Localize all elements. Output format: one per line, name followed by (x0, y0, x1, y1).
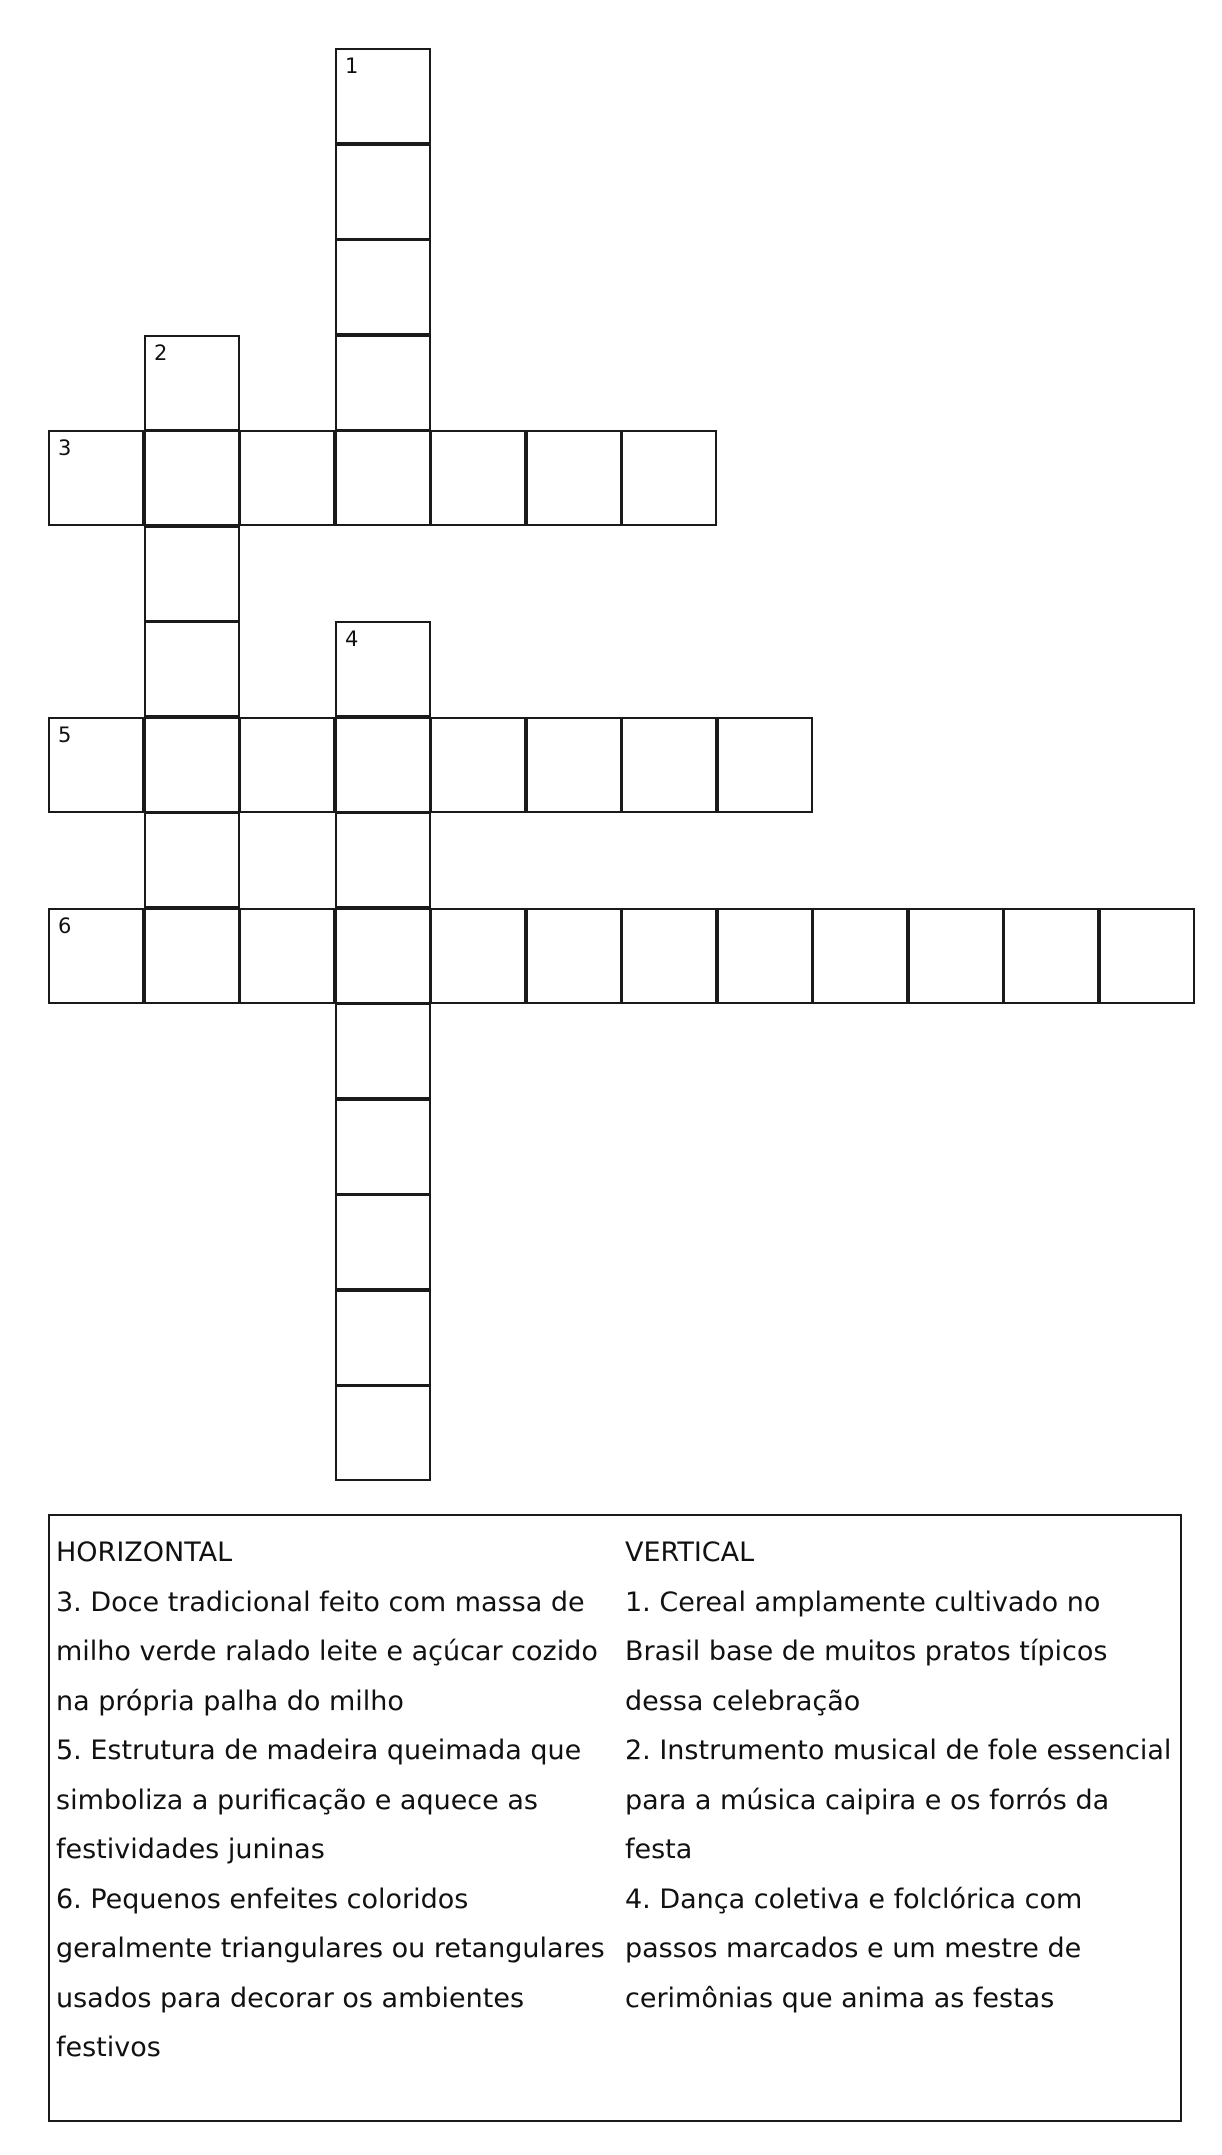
grid-cell-r1-c3[interactable] (335, 144, 431, 240)
grid-cell-r3-c1[interactable] (144, 335, 240, 431)
grid-cell-r7-c3[interactable] (335, 717, 431, 813)
grid-cell-r9-c4[interactable] (430, 908, 526, 1004)
grid-cell-r4-c0[interactable] (48, 430, 144, 526)
grid-cell-r9-c0[interactable] (48, 908, 144, 1004)
grid-cell-r4-c2[interactable] (239, 430, 335, 526)
grid-cell-r9-c2[interactable] (239, 908, 335, 1004)
grid-cell-r4-c4[interactable] (430, 430, 526, 526)
grid-cell-r13-c3[interactable] (335, 1290, 431, 1386)
grid-cell-r4-c3[interactable] (335, 430, 431, 526)
grid-cell-r9-c7[interactable] (717, 908, 813, 1004)
grid-cell-r7-c1[interactable] (144, 717, 240, 813)
grid-cell-r10-c3[interactable] (335, 1003, 431, 1099)
grid-cell-r9-c8[interactable] (812, 908, 908, 1004)
clue-number-1: 1 (345, 54, 359, 78)
grid-cell-r3-c3[interactable] (335, 335, 431, 431)
grid-cell-r12-c3[interactable] (335, 1194, 431, 1290)
grid-cell-r4-c5[interactable] (526, 430, 622, 526)
grid-cell-r11-c3[interactable] (335, 1099, 431, 1195)
grid-cell-r4-c6[interactable] (621, 430, 717, 526)
grid-cell-r4-c1[interactable] (144, 430, 240, 526)
clue-down-2: 2. Instrumento musical de fole essencial para a música caipira e os forrós da festa (625, 1735, 1172, 1865)
grid-cell-r9-c9[interactable] (908, 908, 1004, 1004)
clue-number-2: 2 (154, 341, 168, 365)
grid-cell-r7-c2[interactable] (239, 717, 335, 813)
clue-number-3: 3 (58, 436, 72, 460)
grid-cell-r6-c1[interactable] (144, 621, 240, 717)
grid-cell-r0-c3[interactable] (335, 48, 431, 144)
grid-cell-r7-c4[interactable] (430, 717, 526, 813)
vertical-clues-column (625, 1528, 1177, 2023)
grid-cell-r9-c3[interactable] (335, 908, 431, 1004)
clue-down-1: 1. Cereal amplamente cultivado no Brasil base de muitos pratos típicos dessa celebração (625, 1586, 1108, 1717)
grid-cell-r9-c10[interactable] (1003, 908, 1099, 1004)
vertical-heading: VERTICAL (625, 1537, 755, 1568)
clue-across-6: 6. Pequenos enfeites coloridos geralmente triangulares ou retangulares usados para decorar os ambientes festivos (56, 1883, 605, 2063)
grid-cell-r9-c5[interactable] (526, 908, 622, 1004)
horizontal-heading: HORIZONTAL (56, 1537, 233, 1568)
clue-number-6: 6 (58, 914, 72, 938)
grid-cell-r5-c1[interactable] (144, 526, 240, 622)
grid-cell-r8-c3[interactable] (335, 812, 431, 908)
grid-cell-r7-c6[interactable] (621, 717, 717, 813)
grid-cell-r9-c1[interactable] (144, 908, 240, 1004)
grid-cell-r7-c7[interactable] (717, 717, 813, 813)
grid-cell-r9-c11[interactable] (1099, 908, 1195, 1004)
grid-cell-r2-c3[interactable] (335, 239, 431, 335)
clue-down-4: 4. Dança coletiva e folclórica com passos marcados e um mestre de cerimônias que anima as festas (625, 1883, 1083, 2014)
grid-cell-r14-c3[interactable] (335, 1385, 431, 1481)
clue-number-4: 4 (345, 627, 359, 651)
grid-cell-r9-c6[interactable] (621, 908, 717, 1004)
clue-across-3: 3. Doce tradicional feito com massa de milho verde ralado leite e açúcar cozido na própria palha do milho (56, 1586, 598, 1717)
grid-cell-r6-c3[interactable] (335, 621, 431, 717)
grid-cell-r7-c0[interactable] (48, 717, 144, 813)
clue-number-5: 5 (58, 723, 72, 747)
grid-cell-r7-c5[interactable] (526, 717, 622, 813)
grid-cell-r8-c1[interactable] (144, 812, 240, 908)
horizontal-clues-column (56, 1528, 616, 2073)
clue-across-5: 5. Estrutura de madeira queimada que simboliza a purificação e aquece as festividades juninas (56, 1735, 582, 1865)
clues-panel (48, 1514, 1182, 2122)
